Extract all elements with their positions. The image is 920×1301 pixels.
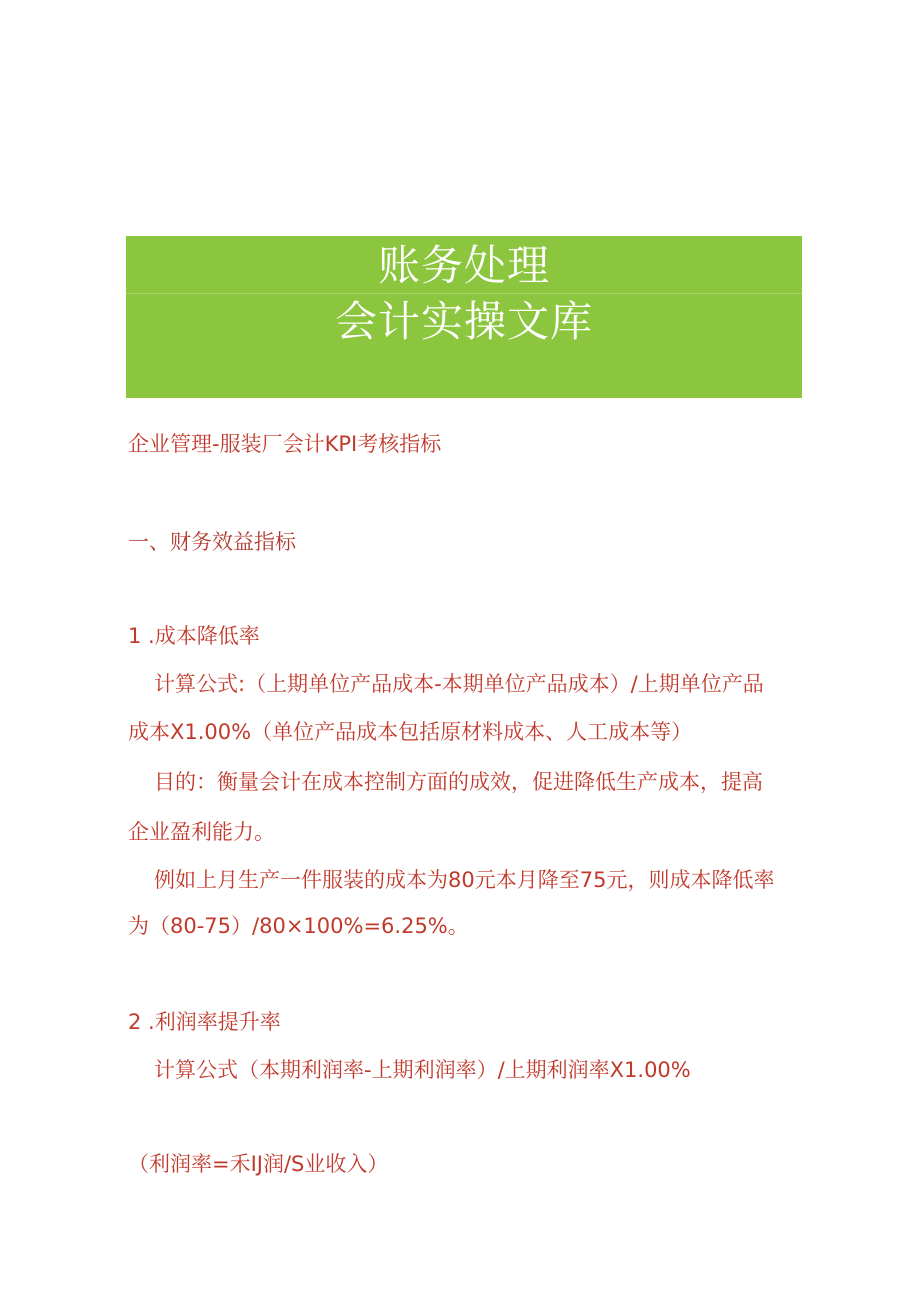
item-heading-cost-reduction: 1 .成本降低率 <box>128 624 260 648</box>
formula-line-2: 成本X1.00%（单位产品成本包括原材料成本、人工成本等） <box>128 720 693 744</box>
profit-note: （利润率=禾IJ润/S业收入） <box>128 1152 389 1176</box>
example-line-2: 为（80-75）/80×100%=6.25%。 <box>128 914 469 938</box>
banner-title-line1: 账务处理 <box>377 241 550 290</box>
item-heading-profit-rate: 2 .利润率提升率 <box>128 1010 281 1034</box>
document-title: 企业管理-服装厂会计KPI考核指标 <box>128 432 442 456</box>
example-line-1: 例如上月生产一件服装的成本为80元本月降至75元，则成本降低率 <box>154 868 775 892</box>
banner <box>126 236 802 398</box>
banner-divider <box>126 293 802 294</box>
purpose-line-1: 目的：衡量会计在成本控制方面的成效，促进降低生产成本，提高 <box>154 770 763 794</box>
formula-line-1: 计算公式:（上期单位产品成本-本期单位产品成本）/上期单位产品 <box>154 672 764 696</box>
profit-formula: 计算公式（本期利润率-上期利润率）/上期利润率X1.00% <box>154 1058 691 1082</box>
banner-title-line2: 会计实操文库 <box>334 297 593 346</box>
purpose-line-2: 企业盈利能力。 <box>128 820 275 844</box>
section-heading: 一、财务效益指标 <box>128 530 296 554</box>
